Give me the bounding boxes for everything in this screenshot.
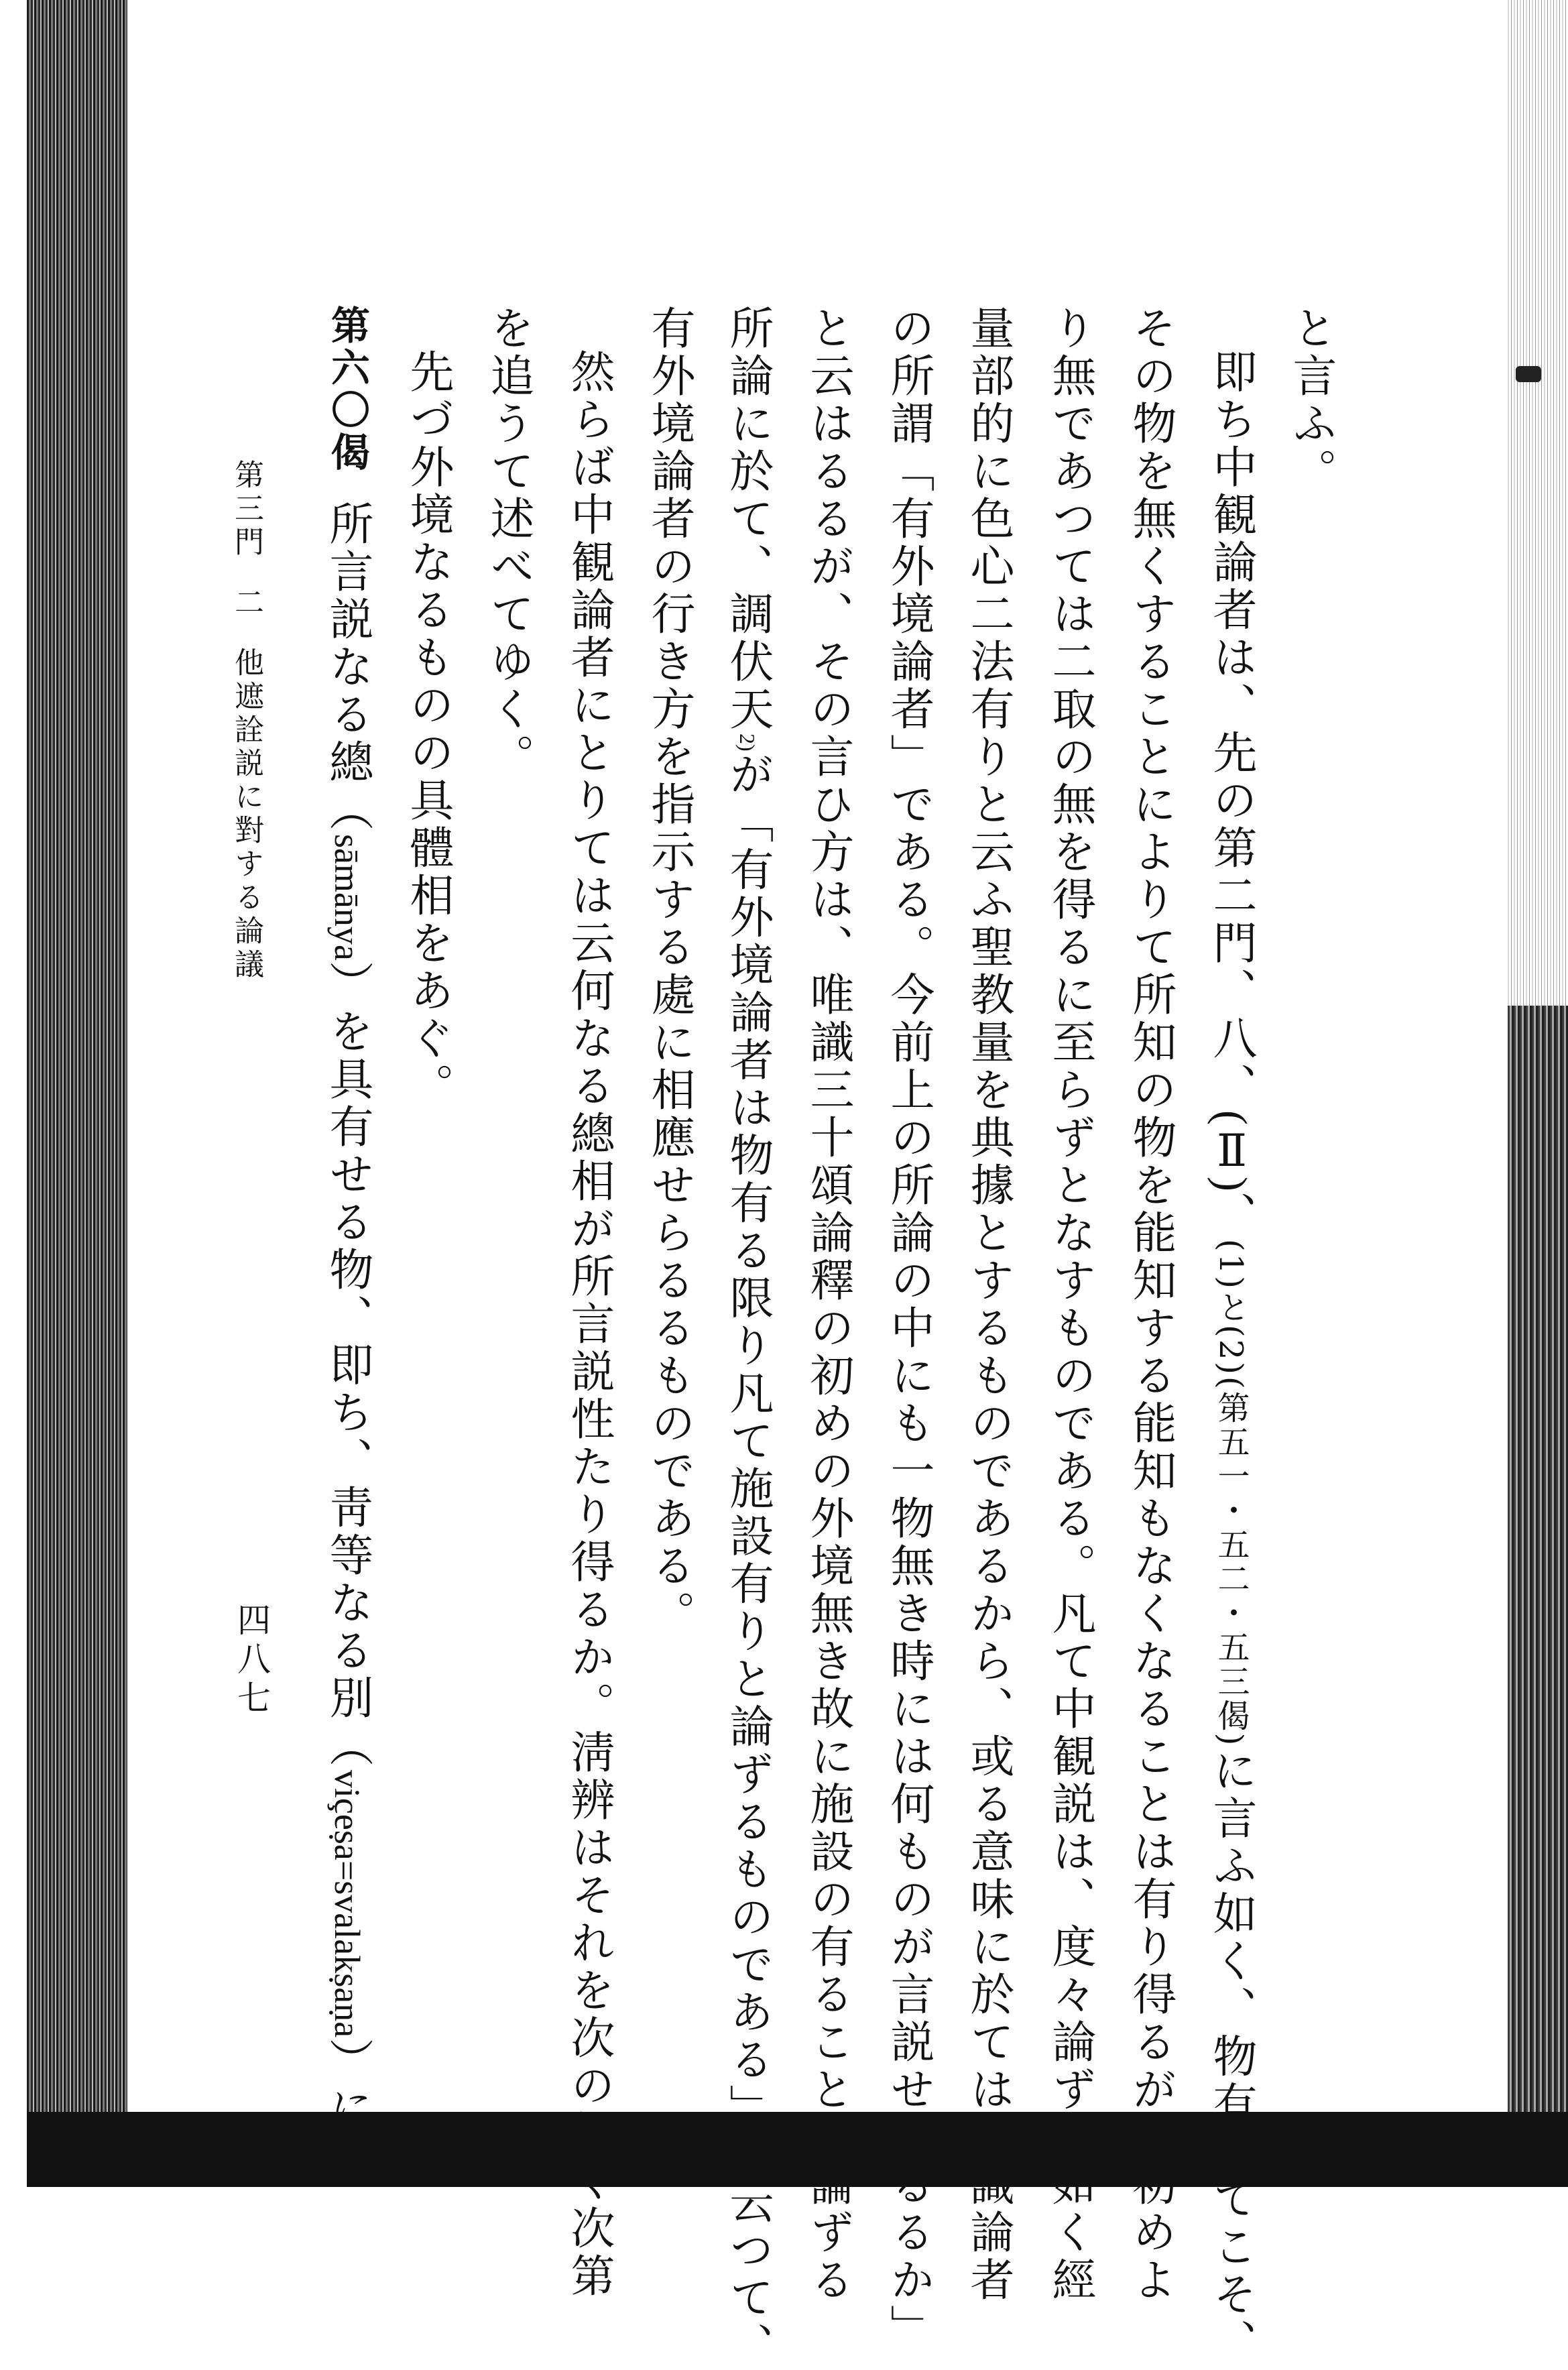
sanskrit-term: viçeṣa=svalakṣaṇa [327,1769,367,2038]
column-text: と云はるるが、その言ひ方は、唯識三十頌論釋の初めの外境無き故に施設の有ることを論ずる [802,305,854,2304]
text-column-6 [883,305,934,2352]
column-text: が「有外境論者は物有る限り凡て施設有りと論ずるものである」と云つて、 [722,751,774,2370]
text-column-8 [722,305,774,2370]
text-column-5 [963,305,1014,2304]
running-head-chapter: 第三門 [229,459,263,560]
sanskrit-term: sāmānya [327,834,367,961]
page-number [232,1602,271,1719]
section-number: (Ⅱ) [1207,1110,1256,1191]
item-reference: (1)と(2) [1212,1238,1250,1376]
column-punctuation: 、 [1205,1191,1257,1239]
column-text: 有外境論者の行き方を指示する處に相應せらるるものである。 [644,305,695,1638]
running-head [231,459,261,982]
book-binding-shadow-left [27,0,127,2112]
column-text: り無であつては二取の無を得るに至らずとなすものである。凡て中観説は、度々論ずる如く經 [1044,305,1096,2304]
text-column-3 [1125,305,1177,2304]
column-text: ）に待 [322,2037,373,2181]
column-text: その物を無くすることによりて所知の物を能知する能知もなくなることは有り得るが、初めよ [1125,305,1177,2304]
footnote-marker: 2) [735,733,760,752]
column-text: 所論に於て、調伏天 [722,305,774,733]
running-head-title: 他遮詮説に對する論議 [229,647,263,982]
page-edge-shadow-right [1508,0,1568,2112]
text-column-11 [483,305,534,781]
verse-label: 第六〇偈 [324,305,370,474]
verse-reference: (第五一・五二・五三偈) [1212,1376,1250,1748]
column-text: を追うて述べてゆく。 [483,305,534,781]
column-text: 先づ外境なるものの具體相をあぐ。 [402,349,454,1110]
column-text: ）を具有せる物、即ち、靑等なる別（ [322,960,373,1770]
text-column-9 [644,305,695,1638]
page-number-text: 四八七 [232,1602,271,1719]
column-text: と言ふ。 [1285,305,1337,495]
text-column-1 [1285,305,1337,495]
column-text: 然らば中観論者にとりては云何なる總相が所言説性たり得るか。淸辨はそれを次の如く次第 [563,349,615,2300]
scan-bottom-band [27,2112,1568,2187]
page-edge-mark [1516,366,1541,382]
text-column-10 [563,349,615,2300]
running-head-section: 二 [229,587,263,620]
column-text: の所謂「有外境論者」である。今前上の所論の中にも一物無き時には何ものが言説せらるるか」 [883,305,934,2352]
column-text: 所言説なる總（ [322,501,373,834]
text-column-13 [322,305,373,2181]
column-text: に言ふ如く、物有つてこそ、 [1205,1747,1257,2367]
text-column-12 [402,349,454,1110]
text-column-7 [802,305,854,2304]
text-column-2 [1205,349,1257,2367]
text-column-4 [1044,305,1096,2304]
column-text: 即ち中観論者は、先の第二門、八、 [1205,349,1257,1110]
column-text: 量部的に色心二法有りと云ふ聖教量を典據とするものであるから、或る意味に於ては唯識論者 [963,305,1014,2304]
